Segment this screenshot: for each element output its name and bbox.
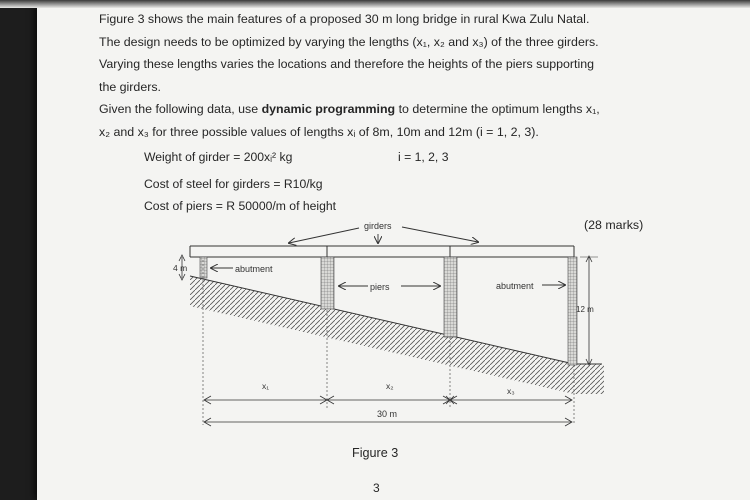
label-x2: x₂ xyxy=(386,381,394,391)
label-piers: piers xyxy=(370,282,390,292)
data-cost-of-steel: Cost of steel for girders = R10/kg xyxy=(144,177,323,191)
paragraph-line: x₂ and x₃ for three possible values of lengths xᵢ of 8m, 10m and 12m (i = 1, 2, 3). xyxy=(99,124,539,139)
label-height-right: 12 m xyxy=(576,305,594,314)
arrow-girders-left xyxy=(289,228,359,243)
pier-1 xyxy=(321,257,334,309)
label-x3: x₃ xyxy=(507,386,515,396)
label-abutment-left: abutment xyxy=(235,264,273,274)
figure-caption: Figure 3 xyxy=(352,446,399,460)
page-number: 3 xyxy=(373,481,380,495)
data-cost-of-piers: Cost of piers = R 50000/m of height xyxy=(144,199,337,213)
emphasis-dynamic-programming: dynamic programming xyxy=(261,102,396,116)
girder-deck xyxy=(190,246,574,257)
label-abutment-right: abutment xyxy=(496,281,534,291)
arrow-girders-right xyxy=(402,227,478,242)
marks-label: (28 marks) xyxy=(584,218,644,232)
label-height-left: 4 m xyxy=(173,263,188,273)
data-weight-of-girder: Weight of girder = 200xᵢ² kg xyxy=(144,150,293,164)
paragraph-line: the girders. xyxy=(99,79,161,94)
ground-hatch xyxy=(190,276,604,394)
paragraph-line: Varying these lengths varies the locations and therefore the heights of the piers supporting xyxy=(99,57,595,71)
label-total-length: 30 m xyxy=(377,409,398,419)
label-girders: girders xyxy=(364,221,392,231)
data-index-range: i = 1, 2, 3 xyxy=(398,150,449,164)
left-abutment xyxy=(200,257,207,278)
paragraph-line: Figure 3 shows the main features of a proposed 30 m long bridge in rural Kwa Zulu Natal. xyxy=(99,12,590,26)
text-span: Given the following data, use xyxy=(99,102,262,116)
text-span: to determine the optimum lengths x₁, xyxy=(395,102,600,116)
label-x1: x₁ xyxy=(262,381,270,391)
pier-2 xyxy=(444,257,457,337)
paragraph-line: The design needs to be optimized by varying the lengths (x₁, x₂ and x₃) of the three girders. xyxy=(99,34,599,49)
